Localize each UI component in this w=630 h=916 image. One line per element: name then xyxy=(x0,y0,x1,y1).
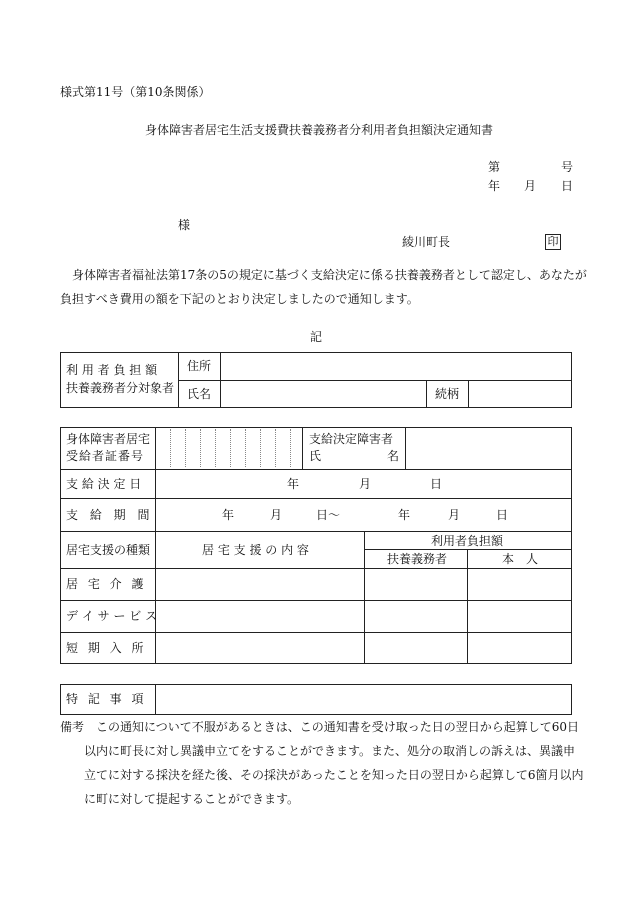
cert-label-line1: 身体障害者居宅 xyxy=(66,432,151,446)
self-header: 本 人 xyxy=(502,552,539,566)
note-label: 備考 xyxy=(60,720,85,734)
decided-person-line1: 支給決定障害者 xyxy=(309,432,394,446)
note-line-2: 以内に町長に対し異議申立てをすることができます。また、処分の取消しの訴えは、異議申 xyxy=(84,744,576,758)
period-start-year: 年 xyxy=(222,508,235,522)
body-line-2: 負担すべき費用の額を下記のとおり決定しましたので通知します。 xyxy=(60,292,419,306)
decision-date-year: 年 xyxy=(287,477,300,491)
period-end-month: 月 xyxy=(448,508,461,522)
ki-label: 記 xyxy=(310,330,323,344)
note-line-4: に町に対して提起することができます。 xyxy=(84,792,300,806)
body-text xyxy=(60,263,587,311)
period-end-year: 年 xyxy=(398,508,411,522)
decided-person-line2b: 名 xyxy=(387,449,400,463)
seal-mark: 印 xyxy=(545,234,561,250)
special-notes-label: 特 記 事 項 xyxy=(66,692,147,706)
recipient-label-line1-text: 利 用 者 負 担 額 xyxy=(66,363,158,377)
guardian-header: 扶養義務者 xyxy=(387,552,448,566)
date-day: 日 xyxy=(561,179,574,193)
relation-label: 続柄 xyxy=(435,387,460,401)
decision-date-day: 日 xyxy=(430,477,443,491)
note-line-1: この通知について不服があるときは、この通知書を受け取った日の翌日から起算して60日 xyxy=(96,720,580,734)
addressee-suffix: 様 xyxy=(178,218,191,232)
decided-person-line2a: 氏 xyxy=(309,449,322,463)
decision-date-label: 支 給 決 定 日 xyxy=(66,477,142,491)
decision-date-month: 月 xyxy=(359,477,372,491)
recipient-label-line2: 扶養義務者分対象者 xyxy=(66,381,175,395)
period-end-day: 日 xyxy=(496,508,509,522)
burden-header: 利用者負担額 xyxy=(431,534,504,548)
issuer: 綾川町長 xyxy=(402,235,451,249)
cert-label-line2: 受給者証番号 xyxy=(66,449,145,463)
service-content-header: 居 宅 支 援 の 内 容 xyxy=(202,543,309,557)
doc-number-suffix: 号 xyxy=(561,160,574,174)
date-year: 年 xyxy=(488,179,501,193)
form-id: 様式第11号（第10条関係） xyxy=(60,85,211,99)
note-line-3: 立てに対する採決を経た後、その採決があったことを知った日の翌日から起算して6箇月以内 xyxy=(84,768,584,782)
note-text xyxy=(84,715,584,811)
address-label: 住所 xyxy=(187,359,212,373)
name-label: 氏名 xyxy=(187,387,212,401)
period-start-month: 月 xyxy=(270,508,283,522)
service-row-day-service: デ イ サ ー ビ ス xyxy=(66,609,158,623)
date-month: 月 xyxy=(524,179,537,193)
recipient-label-line1 xyxy=(66,364,172,376)
service-row-home-care: 居 宅 介 護 xyxy=(66,577,147,591)
service-type-header: 居宅支援の種類 xyxy=(66,543,151,557)
doc-number-prefix: 第 xyxy=(488,160,501,174)
service-row-short-stay: 短 期 入 所 xyxy=(66,641,147,655)
document-title: 身体障害者居宅生活支援費扶養義務者分利用者負担額決定通知書 xyxy=(145,123,494,137)
period-start-day: 日～ xyxy=(316,508,341,522)
period-label: 支 給 期 間 xyxy=(66,508,154,522)
body-line-1: 身体障害者福祉法第17条の5の規定に基づく支給決定に係る扶養義務者として認定し、あなたが xyxy=(72,268,587,282)
